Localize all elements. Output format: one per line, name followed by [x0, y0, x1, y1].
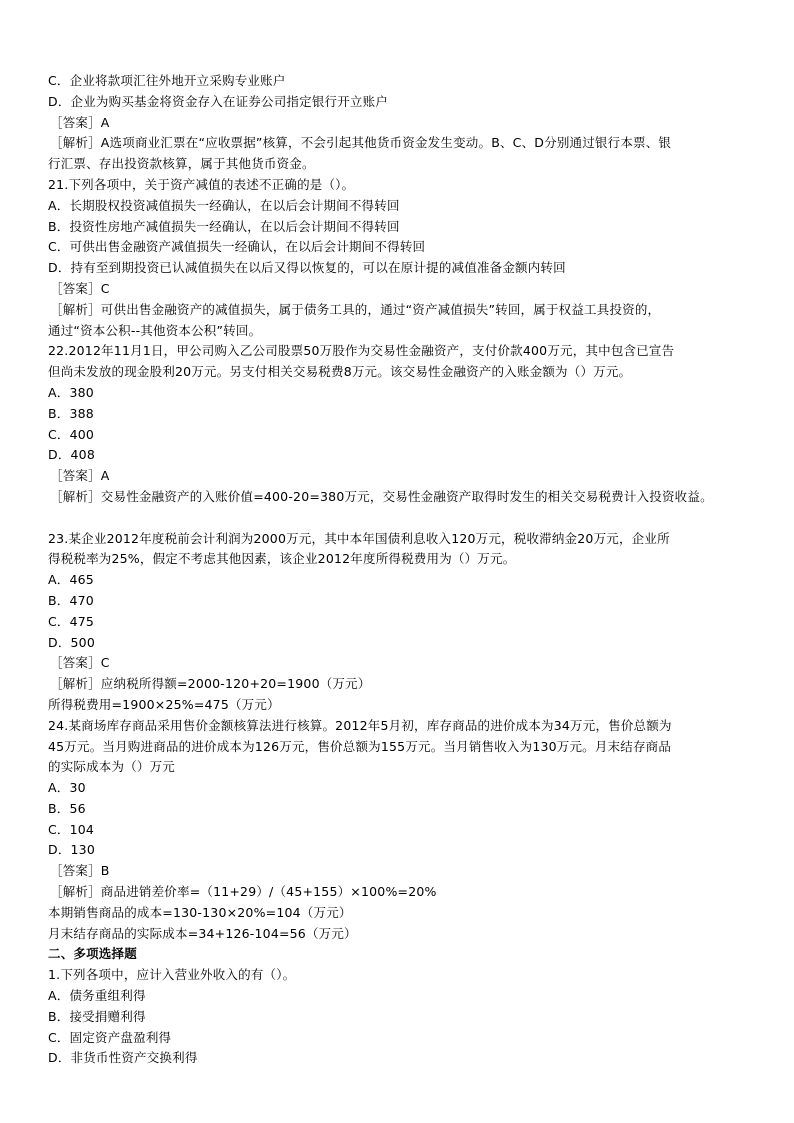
body-text: 本期销售商品的成本=130-130×20%=104（万元） — [48, 904, 352, 920]
answer-explanation: ［解析］A选项商业汇票在“应收票据”核算，不会引起其他货币资金发生变动。B、C、D分别通过银行本票、银 — [50, 135, 672, 151]
body-text: 月末结存商品的实际成本=34+126-104=56（万元） — [48, 925, 357, 941]
answer-explanation: ［答案］A — [50, 114, 110, 130]
document-page — [48, 71, 758, 1069]
answer-option: A．债务重组利得 — [48, 988, 146, 1004]
body-text: 通过“资本公积--其他资本公积”转回。 — [48, 322, 262, 338]
body-text: 45万元。当月购进商品的进价成本为126万元，售价总额为155万元。当月销售收入为130万元。月末结存商品 — [48, 738, 672, 754]
answer-option: A．30 — [48, 780, 86, 796]
question-text: 24.某商场库存商品采用售价金额核算法进行核算。2012年5月初，库存商品的进价成本为34万元，售价总额为 — [48, 717, 672, 733]
body-text: 行汇票、存出投资款核算，属于其他货币资金。 — [48, 156, 315, 172]
answer-option: B．470 — [48, 592, 94, 608]
answer-explanation: ［答案］C — [50, 280, 110, 296]
answer-explanation: ［解析］可供出售金融资产的减值损失，属于债务工具的，通过“资产减值损失”转回，属于权益工具投资的， — [50, 301, 661, 317]
question-text: 1.下列各项中，应计入营业外收入的有（）。 — [48, 967, 296, 983]
answer-option: D．408 — [48, 447, 95, 463]
answer-option: A．380 — [48, 384, 94, 400]
answer-explanation: ［答案］A — [50, 468, 110, 484]
question-text: 23.某企业2012年度税前会计利润为2000万元，其中本年国债利息收入120万元，税收滞纳金20万元，企业所 — [48, 530, 670, 546]
body-text: 但尚未发放的现金股利20万元。另支付相关交易税费8万元。该交易性金融资产的入账金额为（）万元。 — [48, 364, 632, 380]
answer-option: B．56 — [48, 800, 86, 816]
answer-explanation: ［答案］C — [50, 655, 110, 671]
answer-option: C．企业将款项汇往外地开立采购专业账户 — [48, 73, 286, 88]
answer-option: D．130 — [48, 842, 95, 858]
answer-explanation: ［答案］B — [50, 863, 110, 879]
answer-option: B．投资性房地产减值损失一经确认，在以后会计期间不得转回 — [48, 218, 400, 234]
answer-option: C．可供出售金融资产减值损失一经确认，在以后会计期间不得转回 — [48, 239, 426, 255]
answer-option: A．长期股权投资减值损失一经确认，在以后会计期间不得转回 — [48, 197, 400, 213]
question-text: 21.下列各项中，关于资产减值的表述不正确的是（）。 — [48, 176, 355, 192]
body-text: 的实际成本为（）万元 — [48, 759, 176, 775]
answer-option: B．388 — [48, 405, 94, 421]
answer-option: C．固定资产盘盈利得 — [48, 1029, 172, 1045]
body-text: 所得税费用=1900×25%=475（万元） — [48, 696, 280, 712]
blank-line — [48, 508, 758, 529]
answer-explanation: ［解析］应纳税所得额=2000-120+20=1900（万元） — [50, 676, 371, 692]
answer-option: D．持有至到期投资已认减值损失在以后又得以恢复的，可以在原计提的减值准备金额内转回 — [48, 260, 566, 276]
answer-option: A．465 — [48, 572, 94, 588]
answer-option: B．接受捐赠利得 — [48, 1008, 146, 1024]
answer-option: C．400 — [48, 426, 95, 442]
answer-option: C．104 — [48, 821, 95, 837]
body-text: 得税税率为25%，假定不考虑其他因素，该企业2012年度所得税费用为（）万元。 — [48, 551, 516, 567]
answer-option: D．企业为购买基金将资金存入在证券公司指定银行开立账户 — [48, 93, 389, 109]
section-heading: 二、多项选择题 — [48, 946, 137, 962]
answer-option: D．500 — [48, 634, 95, 650]
answer-explanation: ［解析］商品进销差价率=（11+29）/（45+155）×100%=20% — [50, 884, 437, 900]
answer-option: D．非货币性资产交换利得 — [48, 1050, 198, 1066]
answer-option: C．475 — [48, 613, 95, 629]
question-text: 22.2012年11月1日，甲公司购入乙公司股票50万股作为交易性金融资产，支付价款400万元，其中包含已宣告 — [48, 343, 675, 359]
answer-explanation: ［解析］交易性金融资产的入账价值=400-20=380万元，交易性金融资产取得时发生的相关交易税费计入投资收益。 — [50, 488, 713, 504]
